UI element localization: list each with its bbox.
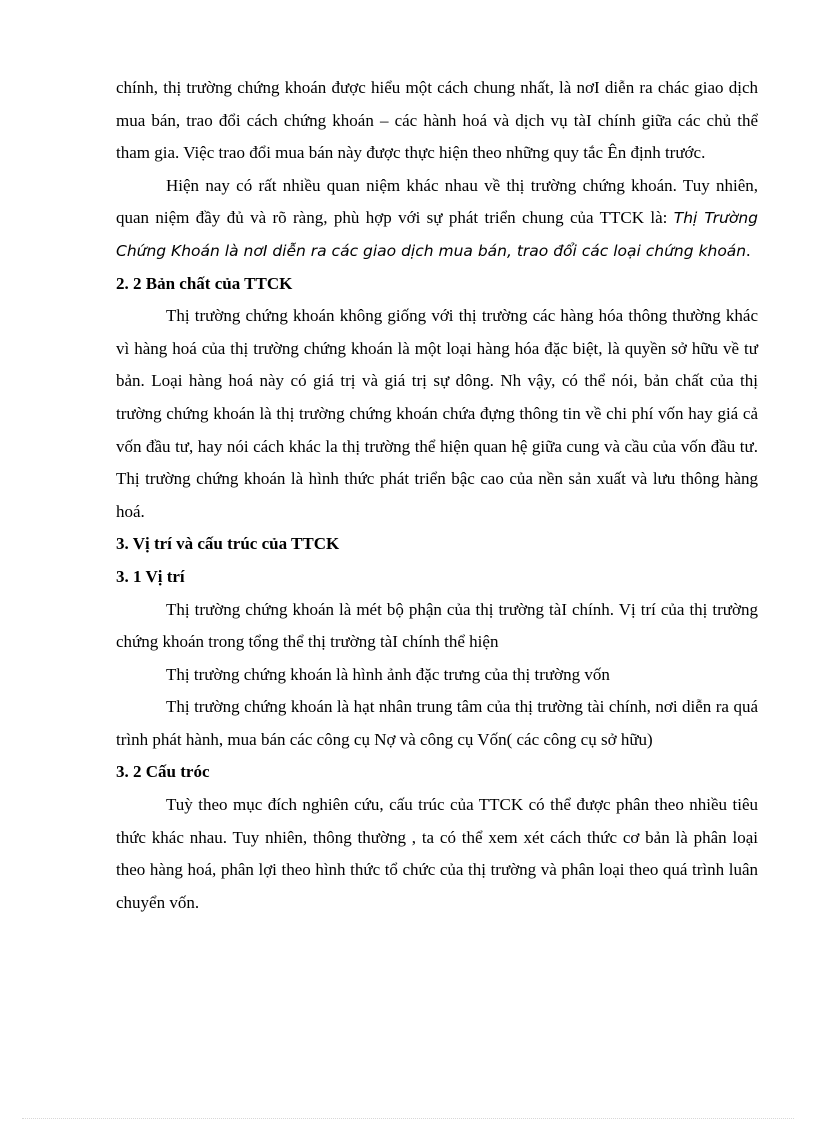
- paragraph-nature: Thị trường chứng khoán không giống với thị trường các hàng hóa thông thường khác vì hàng hoá của thị trường chứng khoán là một loại hàng hóa đặc biệt, là quyền sở hữu về tư bản. Loại hàng hoá này có giá trị và giá trị sự dông. Nh vậy, có thể nói, bản chất của thị trường chứng khoán là thị trường chứng khoán chứa đựng thông tin về chi phí vốn hay giá cả vốn đầu tư, hay nói cách khác la thị trường thể hiện quan hệ giữa cung và cầu của vốn đầu tư. Thị trường chứng khoán là hình thức phát triển bậc cao của nền sản xuất và lưu thông hàng hoá.: [116, 306, 758, 521]
- paragraph-position: Thị trường chứng khoán là mét bộ phận của thị trường tàI chính. Vị trí của thị trường chứng khoán trong tổng thể thị trường tàI chính thể hiện: [116, 599, 758, 652]
- concept-text: Hiện nay có rất nhiều quan niệm khác nhau về thị trường chứng khoán. Tuy nhiên, quan niệm đầy đủ và rõ ràng, phù hợp với sự phát triển chung của TTCK là:: [116, 175, 758, 228]
- heading-3-2: 3. 2 Cấu tróc: [116, 762, 210, 782]
- concept-period: .: [746, 240, 751, 260]
- concept-italic-definition: Thị Trường Chứng Khoán là nơI diễn ra các giao dịch mua bán, trao đổi các loại chứng khoán: [116, 209, 759, 260]
- paragraph-capital-market: Thị trường chứng khoán là hình ảnh đặc trưng của thị trường vốn: [166, 664, 610, 684]
- heading-3-1: 3. 1 Vị trí: [116, 566, 185, 586]
- paragraph-structure: Tuỳ theo mục đích nghiên cứu, cấu trúc của TTCK có thể được phân theo nhiều tiêu thức khác nhau. Tuy nhiên, thông thường , ta có thể xem xét cách thức cơ bản là phân loại theo hàng hoá, phân lợi theo hình thức tổ chức của thị trường và phân loại theo quá trình luân chuyển vốn.: [116, 795, 758, 912]
- paragraph-definition: chính, thị trường chứng khoán được hiểu một cách chung nhất, là nơI diễn ra chác giao dịch mua bán, trao đổi cách chứng khoán – các hành hoá và dịch vụ tàI chính giữa các chủ thể tham gia. Việc trao đổi mua bán này được thực hiện theo những quy tắc Ên định trước.: [116, 78, 758, 163]
- heading-2-2: 2. 2 Bản chất của TTCK: [116, 273, 293, 293]
- paragraph-core: Thị trường chứng khoán là hạt nhân trung tâm của thị trường tài chính, nơi diễn ra quá trình phát hành, mua bán các công cụ Nợ và công cụ Vốn( các công cụ sở hữu): [116, 697, 758, 749]
- heading-3: 3. Vị trí và cấu trúc của TTCK: [116, 534, 340, 554]
- page-bottom-divider: [22, 1118, 794, 1119]
- document-body: [116, 72, 758, 919]
- paragraph-concept: [116, 170, 758, 268]
